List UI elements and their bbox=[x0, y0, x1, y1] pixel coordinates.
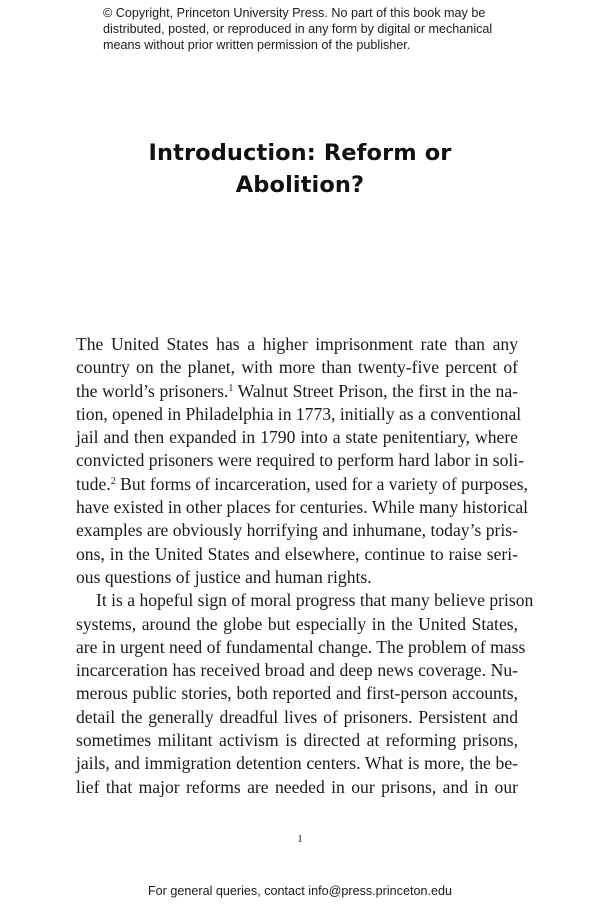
chapter-title bbox=[0, 137, 600, 201]
paragraph bbox=[76, 589, 534, 799]
text-line: The United States has a higher imprisonment rate than any bbox=[76, 334, 518, 354]
text-line: the world’s prisoners.$^1$ Walnut Street Prison, the first in the na- bbox=[76, 380, 518, 401]
copyright-line: means without prior written permission of the publisher. bbox=[103, 38, 411, 52]
text-line: country on the planet, with more than twenty-five percent of bbox=[76, 357, 518, 378]
footnote-ref[interactable]: 1 bbox=[228, 382, 234, 394]
text-line: It is a hopeful sign of moral progress that many believe prison bbox=[96, 590, 534, 611]
footnote-ref[interactable]: 2 bbox=[110, 475, 116, 487]
text-line: systems, around the globe but especially in the United States, bbox=[76, 613, 518, 634]
footer-contact: For general queries, contact info@press.princeton.edu bbox=[147, 884, 452, 898]
text-line: are in urgent need of fundamental change. The problem of mass bbox=[76, 636, 526, 657]
text-line: ous questions of justice and human rights. bbox=[76, 566, 372, 587]
copyright-notice bbox=[103, 5, 523, 53]
text-line: convicted prisoners were required to perform hard labor in soli- bbox=[76, 450, 524, 471]
text-line: ons, in the United States and elsewhere, continue to raise seri- bbox=[76, 543, 518, 564]
text-line: tude.$^2$ But forms of incarceration, used for a variety of purposes, bbox=[76, 473, 529, 494]
body-text bbox=[76, 333, 534, 799]
text-line: tion, opened in Philadelphia in 1773, initially as a conventional bbox=[76, 403, 522, 424]
text-line: detail the generally dreadful lives of prisoners. Persistent and bbox=[76, 706, 518, 727]
text-line: merous public stories, both reported and first-person accounts, bbox=[76, 683, 518, 704]
chapter-title-line: Introduction: Reform or bbox=[148, 140, 452, 166]
text-line: jails, and immigration detention centers. What is more, the be- bbox=[76, 753, 518, 774]
copyright-line: distributed, posted, or reproduced in any form by digital or mechanical bbox=[103, 22, 493, 36]
paragraph bbox=[76, 333, 529, 589]
chapter-title-line: Abolition? bbox=[235, 172, 365, 198]
text-line: lief that major reforms are needed in our prisons, and in our bbox=[76, 776, 518, 797]
copyright-line: © Copyright, Princeton University Press. No part of this book may be bbox=[103, 6, 486, 20]
text-line: have existed in other places for centuries. While many historical bbox=[76, 497, 529, 518]
text-line: examples are obviously horrifying and inhumane, today’s pris- bbox=[76, 520, 518, 541]
text-line: incarceration has received broad and deep news coverage. Nu- bbox=[76, 660, 518, 681]
text-line: jail and then expanded in 1790 into a state penitentiary, where bbox=[76, 427, 518, 448]
text-line: sometimes militant activism is directed at reforming prisons, bbox=[76, 730, 518, 751]
page-number: 1 bbox=[297, 833, 303, 845]
